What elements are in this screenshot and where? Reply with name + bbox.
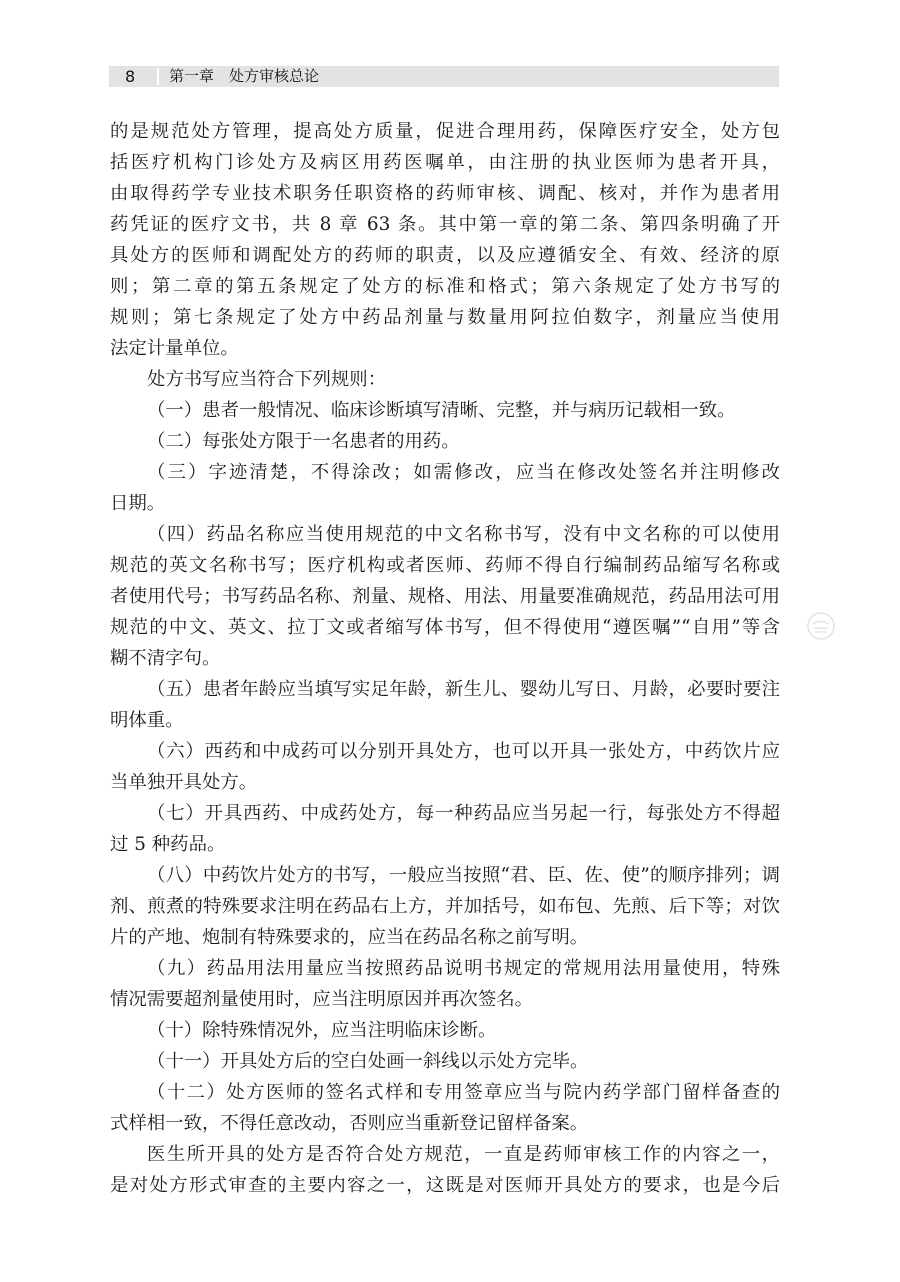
- text-line: 法定计量单位。: [110, 338, 239, 359]
- text-line: （三）字迹清楚，不得涂改；如需修改，应当在修改处签名并注明修改: [147, 462, 780, 483]
- text-line: （七）开具西药、中成药处方，每一种药品应当另起一行，每张处方不得超: [147, 803, 780, 824]
- text-line: 情况需要超剂量使用时，应当注明原因并再次签名。: [110, 989, 533, 1010]
- text-line: （五）患者年龄应当填写实足年龄，新生儿、婴幼儿写日、月龄，必要时要注: [147, 679, 780, 700]
- page-number: 8: [125, 67, 136, 86]
- text-line: （一）患者一般情况、临床诊断填写清晰、完整，并与病历记载相一致。: [147, 400, 736, 421]
- text-line: （八）中药饮片处方的书写，一般应当按照“君、臣、佐、使”的顺序排列；调: [147, 865, 780, 886]
- text-line: 片的产地、炮制有特殊要求的，应当在药品名称之前写明。: [110, 927, 589, 948]
- text-line: 当单独开具处方。: [110, 772, 258, 793]
- text-line: （十）除特殊情况外，应当注明临床诊断。: [147, 1020, 497, 1041]
- text-line: 者使用代号；书写药品名称、剂量、规格、用法、用量要准确规范，药品用法可用: [110, 586, 780, 607]
- text-line: 的是规范处方管理，提高处方质量，促进合理用药，保障医疗安全，处方包: [110, 121, 780, 142]
- header-divider: [157, 68, 159, 85]
- text-line: 药凭证的医疗文书，共 8 章 63 条。其中第一章的第二条、第四条明确了开: [110, 214, 780, 235]
- text-line: 具处方的医师和调配处方的药师的职责，以及应遵循安全、有效、经济的原: [110, 245, 780, 266]
- text-line: 处方书写应当符合下列规则：: [147, 369, 387, 390]
- text-line: 则；第二章的第五条规定了处方的标准和格式；第六条规定了处方书写的: [110, 276, 780, 297]
- text-line: 式样相一致，不得任意改动，否则应当重新登记留样备案。: [110, 1113, 589, 1134]
- text-line: 医生所开具的处方是否符合处方规范，一直是药师审核工作的内容之一，: [147, 1144, 780, 1165]
- text-line: （九）药品用法用量应当按照药品说明书规定的常规用法用量使用，特殊: [147, 958, 780, 979]
- body-text: [110, 116, 780, 1201]
- text-line: 日期。: [110, 493, 166, 514]
- text-line: 规则；第七条规定了处方中药品剂量与数量用阿拉伯数字，剂量应当使用: [110, 307, 780, 328]
- text-line: 规范的中文、英文、拉丁文或者缩写体书写，但不得使用“遵医嘱”“自用”等含: [110, 617, 780, 638]
- text-line: （十二）处方医师的签名式样和专用签章应当与院内药学部门留样备查的: [147, 1082, 780, 1103]
- text-line: 是对处方形式审查的主要内容之一，这既是对医师开具处方的要求，也是今后: [110, 1175, 780, 1196]
- text-line: 过 5 种药品。: [110, 834, 226, 855]
- text-line: 糊不清字句。: [110, 648, 221, 669]
- running-header: [109, 66, 779, 87]
- text-line: （二）每张处方限于一名患者的用药。: [147, 431, 460, 452]
- text-line: 规范的英文名称书写；医疗机构或者医师、药师不得自行编制药品缩写名称或: [110, 555, 780, 576]
- text-line: （四）药品名称应当使用规范的中文名称书写，没有中文名称的可以使用: [147, 524, 780, 545]
- text-line: 剂、煎煮的特殊要求注明在药品右上方，并加括号，如布包、先煎、后下等；对饮: [110, 896, 780, 917]
- publisher-seal-icon: [806, 611, 836, 641]
- text-line: 括医疗机构门诊处方及病区用药医嘱单，由注册的执业医师为患者开具，: [110, 152, 780, 173]
- text-line: （十一）开具处方后的空白处画一斜线以示处方完毕。: [147, 1051, 589, 1072]
- text-line: （六）西药和中成药可以分别开具处方，也可以开具一张处方，中药饮片应: [147, 741, 780, 762]
- text-line: 由取得药学专业技术职务任职资格的药师审核、调配、核对，并作为患者用: [110, 183, 780, 204]
- chapter-title: 第一章 处方审核总论: [169, 67, 320, 85]
- text-line: 明体重。: [110, 710, 184, 731]
